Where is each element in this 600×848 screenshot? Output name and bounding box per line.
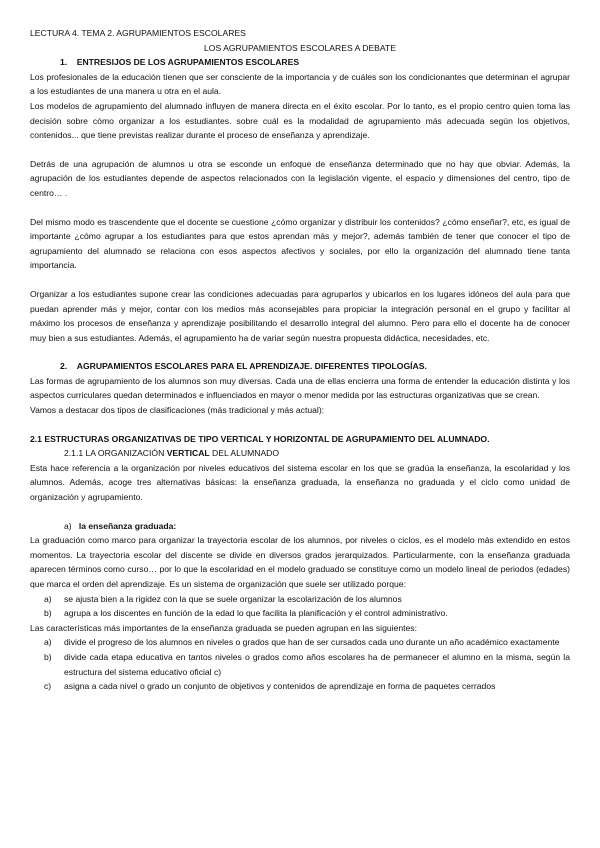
list-marker: a) [44,593,52,604]
list-item [30,592,570,607]
list-item [30,606,570,621]
section-2-number: 2. [60,361,68,372]
section-1-heading [30,55,570,70]
list-marker: a) [64,520,72,531]
enseñanza-graduada-title: la enseñanza graduada: [78,520,177,531]
paragraph: Las formas de agrupamiento de los alumnos son muy diversas. Cada una de ellas encierra una forma de entender la educación distinta y los aspectos curriculares quedan determinados e influenciados en mayor o menor medida por las estructuras organizativas que se crean. [30,375,570,401]
paragraph: La graduación como marco para organizar la trayectoria escolar de los alumnos, por niveles o ciclos, es el modelo más extendido en estos momentos. La trayectoria escolar del discente se divide en diversos grados jerarquizados. Particularmente, con la enseñanza graduada aparecen términos como curso… por lo que la escolaridad en el modelo graduado se constituye como un modelo lineal de periodos (edades) que marca el orden del aprendizaje. Es un sistema de organización que suele ser utilizado porque: [30,535,570,589]
list-item-text: asigna a cada nivel o grado un conjunto de objetivos y contenidos de aprendizaje en forma de paquetes cerrados [64,681,496,692]
list-marker: b) [44,608,52,619]
paragraph: Los profesionales de la educación tienen que ser consciente de la importancia y de cuáles son los condicionantes que determinan el agrupar a los estudiantes de una manera u otra en el aula. [30,71,570,97]
paragraph: Los modelos de agrupamiento del alumnado influyen de manera directa en el éxito escolar. Por lo tanto, es el propio centro quien toma las decisión sobre cómo organizar a los estudiantes. sobre cuál es la modalidad de agrupamiento más adecuada según los objetivos, contenidos... que tiene previstas realizar durante el proceso de enseñanza y aprendizaje. [30,100,570,141]
lecture-header: LECTURA 4. TEMA 2. AGRUPAMIENTOS ESCOLARES [30,28,246,38]
paragraph: Detrás de una agrupación de alumnos u otra se esconde un enfoque de enseñanza determinado que no hay que obviar. Además, la agrupación de los estudiantes depende de aspectos relacionados con la legislación vigente, el espacio y dimensiones del centro, tipo de centro… . [30,158,570,198]
list-item [30,679,570,694]
paragraph: Organizar a los estudiantes supone crear las condiciones adecuadas para agruparlos y ubicarlos en los lugares idóneos del aula para que puedan aprender más y mejor, contar con los medios más aconsejables para propiciar la integración personal en el grupo y facilitar al máximo los procesos de enseñanza y aprendizaje posibilitando el desarrollo integral del alumno. Pero para ello el docente ha de conocer muy bien a sus estudiantes. Además, el agrupamiento ha de variar según nuestra propuesta didáctica, necesidades, etc. [30,288,570,343]
subsection-suffix: DEL ALUMNADO [212,448,280,459]
list-marker: b) [44,651,52,662]
section-2-heading [30,359,570,374]
section-2-title: AGRUPAMIENTOS ESCOLARES PARA EL APRENDIZAJE. DIFERENTES TIPOLOGÍAS. [76,361,427,372]
page-title: LOS AGRUPAMIENTOS ESCOLARES A DEBATE [204,42,396,53]
list-item [30,635,570,650]
subsection-2-1-1-heading [30,446,570,461]
list-item-text: divide cada etapa educativa en tantos niveles o grados como años escolares ha de permanecer el alumno en la misma, según la estructura del sistema educativo oficial c) [64,651,570,677]
section-2-1-heading: 2.1 ESTRUCTURAS ORGANIZATIVAS DE TIPO VERTICAL Y HORIZONTAL DE AGRUPAMIENTO DEL ALUMNADO. [30,433,490,444]
list-item-text: divide el progreso de los alumnos en niveles o grados que han de ser cursados cada uno durante un año académico exactamente [64,637,560,648]
paragraph: Vamos a destacar dos tipos de clasificaciones (más tradicional y más actual): [30,405,325,416]
list-item [30,650,570,679]
paragraph: Del mismo modo es trascendente que el docente se cuestione ¿cómo organizar y distribuir los contenidos? ¿cómo enseñar?, etc, es igual de importante ¿cómo agrupar a los estudiantes para que estos aprendan más y mejor?, además también de tener que conocer el tipo de agrupamiento del alumnado se relaciona con esos aspectos afectivos y sociales, por ello la organización del alumnado tiene tanta importancia. [30,216,570,271]
section-1-title: ENTRESIJOS DE LOS AGRUPAMIENTOS ESCOLARES [76,57,300,68]
paragraph: Esta hace referencia a la organización por niveles educativos del sistema escolar en los que se gradúa la enseñanza, la escolaridad y los alumnos. Además, acoge tres alternativas básicas: la enseñanza graduada, la enseñanza no graduada y el ciclo como unidad de organización y agrupamiento. [30,462,570,503]
subsection-bold-word: VERTICAL [166,448,210,459]
enseñanza-graduada-heading [30,519,570,534]
list-marker: a) [44,637,52,648]
list-marker: c) [44,681,52,692]
section-1-number: 1. [60,57,68,68]
list-item-text: se ajusta bien a la rigidez con la que se suele organizar la escolarización de los alumnos [64,593,402,604]
paragraph: Las características más importantes de la enseñanza graduada se pueden agrupan en las siguientes: [30,622,417,633]
subsection-prefix: 2.1.1 LA ORGANIZACIÓN [64,448,165,459]
list-item-text: agrupa a los discentes en función de la edad lo que facilita la planificación y el control administrativo. [64,608,448,619]
